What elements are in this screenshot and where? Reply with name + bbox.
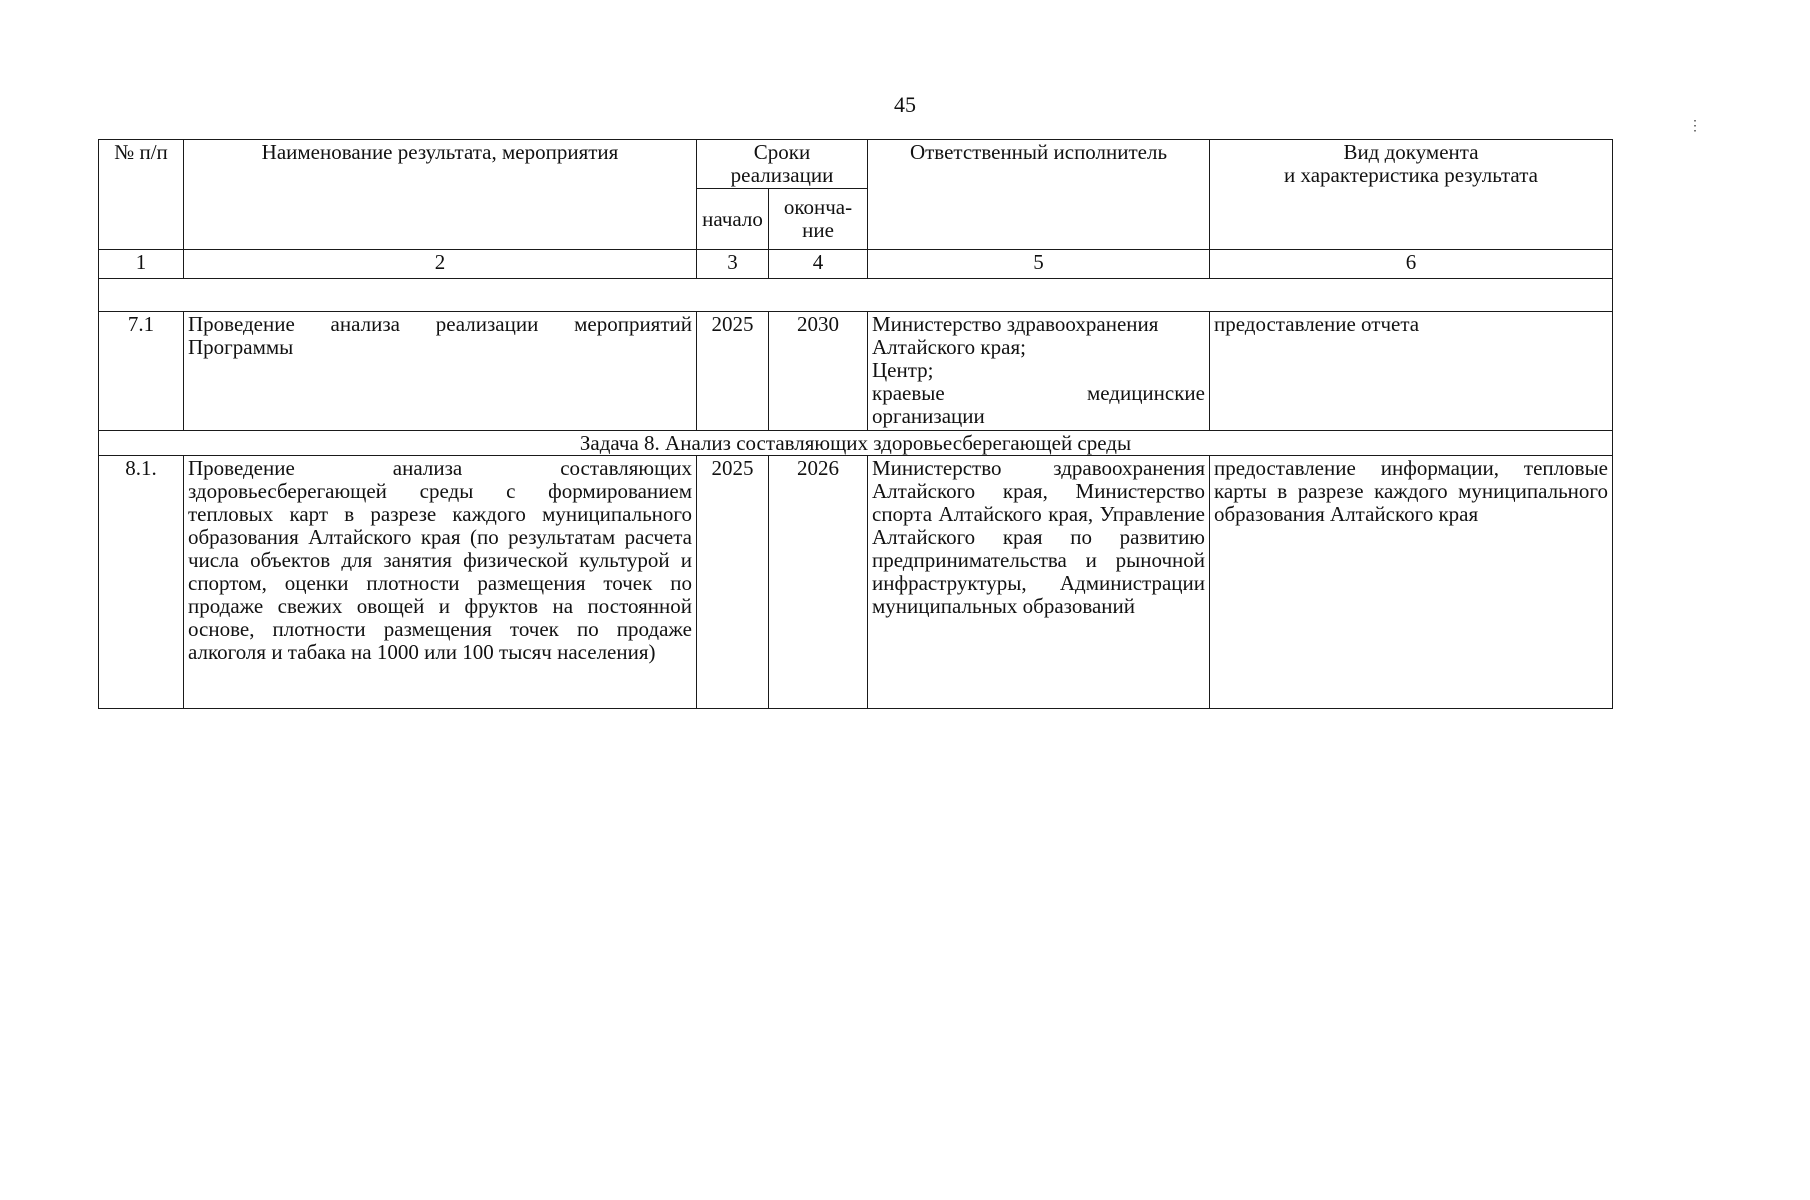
header-responsible: Ответственный исполнитель	[868, 140, 1210, 250]
header-row	[99, 140, 1613, 189]
header-terms: Сроки реализации	[697, 140, 868, 189]
row-number: 8.1.	[99, 456, 184, 709]
header-doc-type-line1: Вид документа	[1343, 140, 1479, 164]
row-number: 7.1	[99, 312, 184, 431]
responsible-line: Министерство здравоохранения	[872, 312, 1159, 336]
responsible-line: краевые медицинские	[872, 381, 1205, 405]
measures-table	[98, 139, 1613, 709]
column-numbers-row	[99, 250, 1613, 279]
task-heading: Задача 8. Анализ составляющих здоровьесберегающей среды	[99, 431, 1613, 456]
column-number: 4	[769, 250, 868, 279]
column-number: 6	[1210, 250, 1613, 279]
header-num: № п/п	[99, 140, 184, 250]
empty-row	[99, 279, 1613, 312]
end-year: 2030	[769, 312, 868, 431]
header-doc-type-line2: и характеристика результата	[1284, 163, 1538, 187]
responsible-executor: Министерство здравоохранения Алтайского края, Министерство спорта Алтайского края, Управление Алтайского края по развитию предпринимательства и рыночной инфраструктуры, Администрации муниципальных образований	[868, 456, 1210, 709]
measure-name: Проведение анализа составляющих здоровьесберегающей среды с формированием тепловых карт в разрезе каждого муниципального образования Алтайского края (по результатам расчета числа объектов для занятия физической культурой и спортом, оценки плотности размещения точек по продаже свежих овощей и фруктов на постоянной основе, плотности размещения точек по продаже алкоголя и табака на 1000 или 100 тысяч населения)	[184, 456, 697, 709]
table-row	[99, 312, 1613, 431]
header-name: Наименование результата, мероприятия	[184, 140, 697, 250]
page-number: 45	[894, 92, 916, 117]
task-heading-row	[99, 431, 1613, 456]
measure-name: Проведение анализа реализации мероприятий Программы	[184, 312, 697, 431]
column-number: 1	[99, 250, 184, 279]
responsible-line: Центр;	[872, 358, 934, 382]
header-end: оконча-ние	[769, 189, 868, 250]
responsible-line: Алтайского края;	[872, 335, 1026, 359]
responsible-executor	[868, 312, 1210, 431]
header-start: начало	[697, 189, 769, 250]
start-year: 2025	[697, 312, 769, 431]
table-row	[99, 456, 1613, 709]
scan-mark: ⋮	[1688, 119, 1702, 134]
responsible-line: организации	[872, 404, 985, 428]
empty-cell	[99, 279, 1613, 312]
end-year: 2026	[769, 456, 868, 709]
header-doc-type	[1210, 140, 1613, 250]
column-number: 2	[184, 250, 697, 279]
column-number: 5	[868, 250, 1210, 279]
start-year: 2025	[697, 456, 769, 709]
result-description: предоставление информации, тепловые карты в разрезе каждого муниципального образования Алтайского края	[1210, 456, 1613, 709]
column-number: 3	[697, 250, 769, 279]
result-description: предоставление отчета	[1210, 312, 1613, 431]
